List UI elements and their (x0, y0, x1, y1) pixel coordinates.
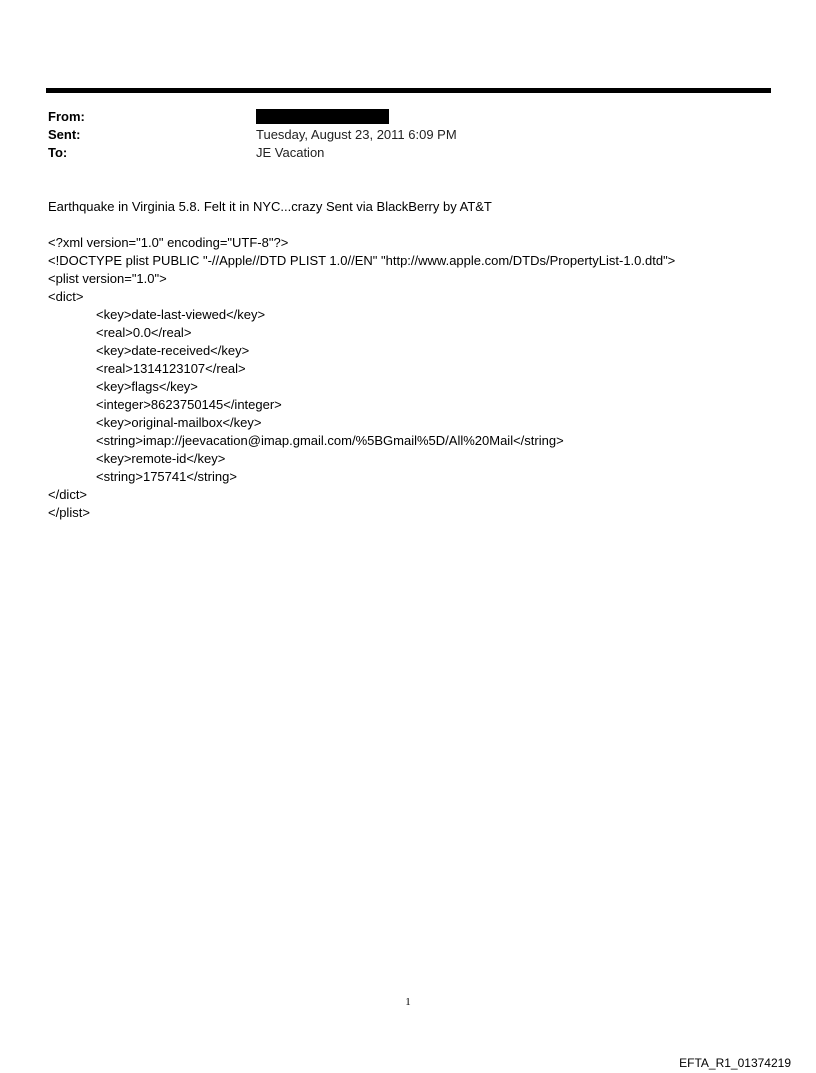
bates-number: EFTA_R1_01374219 (679, 1056, 791, 1070)
plist-line: <key>date-received</key> (96, 343, 250, 358)
plist-line: <dict> (48, 289, 84, 304)
plist-line: <key>date-last-viewed</key> (96, 307, 266, 322)
sent-row (48, 126, 748, 144)
plist-line: <key>original-mailbox</key> (96, 415, 262, 430)
to-label: To: (48, 145, 68, 160)
plist-line: </dict> (48, 487, 88, 502)
plist-line: <key>remote-id</key> (96, 451, 226, 466)
email-body (48, 198, 788, 522)
to-value: JE Vacation (256, 145, 325, 160)
plist-line: <integer>8623750145</integer> (96, 397, 282, 412)
from-row (48, 108, 748, 126)
sent-label: Sent: (48, 127, 81, 142)
from-label: From: (48, 109, 85, 124)
to-row (48, 144, 748, 162)
page-number: 1 (405, 996, 411, 1008)
email-header (48, 108, 748, 162)
plist-line: <?xml version="1.0" encoding="UTF-8"?> (48, 235, 289, 250)
plist-line: </plist> (48, 505, 90, 520)
redacted-sender (256, 109, 389, 124)
plist-line: <key>flags</key> (96, 379, 198, 394)
plist-line: <string>175741</string> (96, 469, 237, 484)
plist-line: <!DOCTYPE plist PUBLIC "-//Apple//DTD PLIST 1.0//EN" "http://www.apple.com/DTDs/PropertyList-1.0.dtd"> (48, 253, 676, 268)
plist-line: <string>imap://jeevacation@imap.gmail.com/%5BGmail%5D/All%20Mail</string> (96, 433, 564, 448)
plist-line: <plist version="1.0"> (48, 271, 167, 286)
message-text: Earthquake in Virginia 5.8. Felt it in NYC...crazy Sent via BlackBerry by AT&T (48, 199, 492, 214)
plist-line: <real>0.0</real> (96, 325, 192, 340)
plist-line: <real>1314123107</real> (96, 361, 246, 376)
header-divider (46, 88, 771, 93)
sent-value: Tuesday, August 23, 2011 6:09 PM (256, 127, 457, 142)
